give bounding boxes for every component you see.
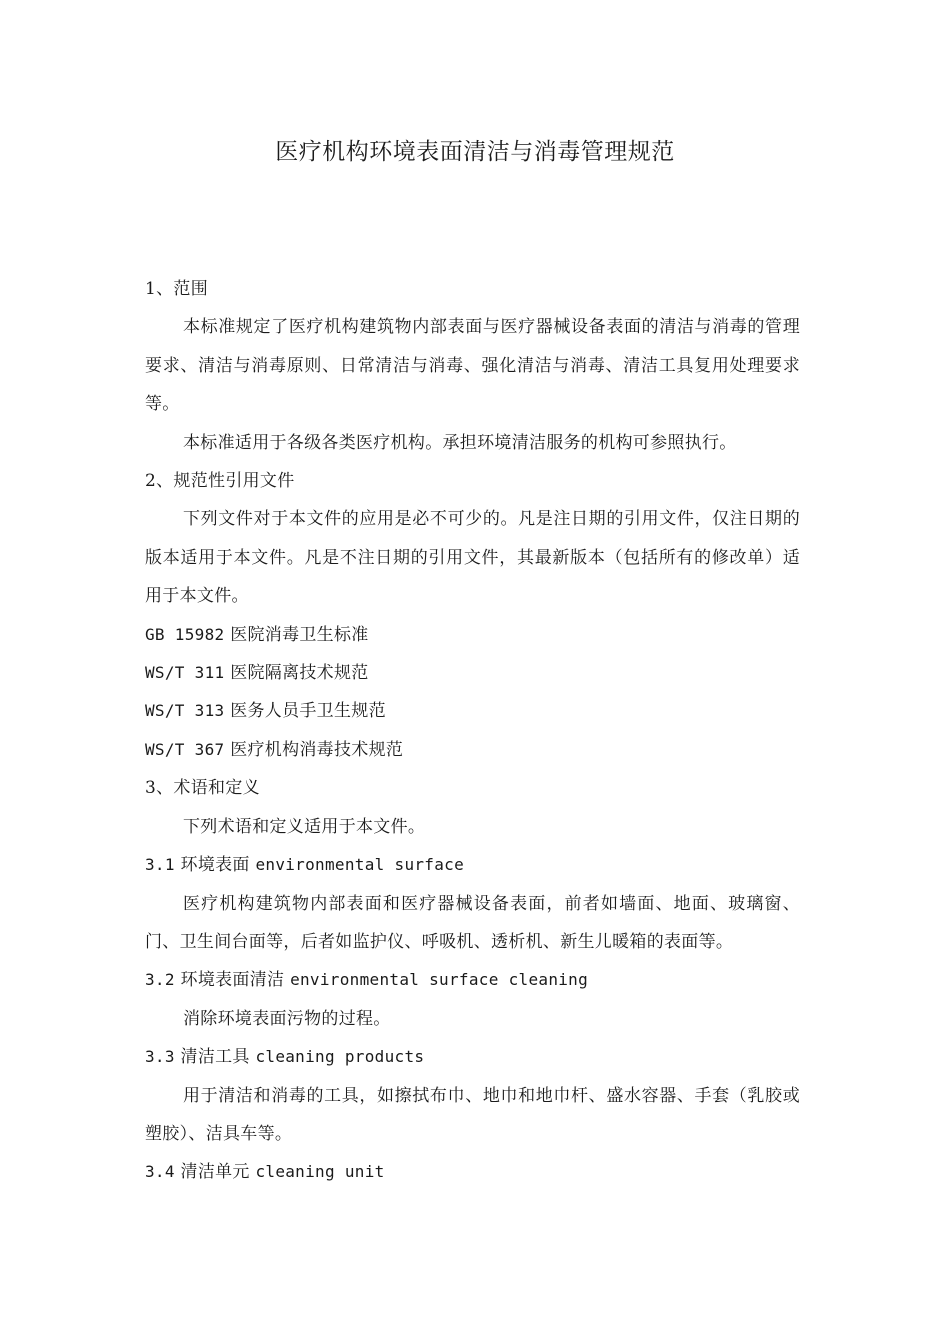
term-heading [145, 961, 800, 999]
term-number: 3.3 [145, 1047, 175, 1067]
reference-item [145, 692, 800, 730]
term-english: cleaning products [255, 1047, 425, 1067]
reference-title: 医院消毒卫生标准 [230, 624, 369, 645]
reference-code: WS/T 367 [145, 739, 225, 759]
term-english: environmental surface [255, 855, 465, 875]
term-heading [145, 1153, 800, 1191]
term-heading [145, 1038, 800, 1076]
section-heading-normative-references: 2、规范性引用文件 [145, 471, 295, 492]
reference-code: GB 15982 [145, 624, 225, 644]
term-heading [145, 846, 800, 884]
document-title: 医疗机构环境表面清洁与消毒管理规范 [275, 139, 675, 165]
term-english: cleaning unit [255, 1162, 385, 1182]
scope-paragraph-1: 本标准规定了医疗机构建筑物内部表面与医疗器械设备表面的清洁与消毒的管理要求、清洁与消毒原则、日常清洁与消毒、强化清洁与消毒、清洁工具复用处理要求等。 [145, 317, 800, 415]
reference-item [145, 616, 800, 654]
terms-intro-paragraph: 下列术语和定义适用于本文件。 [183, 816, 426, 837]
reference-title: 医院隔离技术规范 [230, 663, 369, 684]
reference-code: WS/T 311 [145, 663, 225, 683]
reference-code: WS/T 313 [145, 701, 225, 721]
term-number: 3.1 [145, 855, 175, 875]
reference-title: 医务人员手卫生规范 [230, 701, 386, 722]
term-definition: 用于清洁和消毒的工具，如擦拭布巾、地巾和地巾杆、盛水容器、手套（乳胶或塑胶）、洁具车等。 [145, 1085, 800, 1144]
term-definition: 医疗机构建筑物内部表面和医疗器械设备表面，前者如墙面、地面、玻璃窗、门、卫生间台面等，后者如监护仪、呼吸机、透析机、新生儿暖箱的表面等。 [145, 893, 800, 952]
term-chinese: 环境表面 [180, 855, 250, 876]
document-body [145, 270, 800, 1192]
section-heading-scope: 1、范围 [145, 279, 209, 299]
references-intro-paragraph: 下列文件对于本文件的应用是必不可少的。凡是注日期的引用文件，仅注日期的版本适用于本文件。凡是不注日期的引用文件，其最新版本（包括所有的修改单）适用于本文件。 [145, 509, 800, 607]
term-definition: 消除环境表面污物的过程。 [183, 1008, 391, 1029]
reference-title: 医疗机构消毒技术规范 [230, 739, 404, 760]
section-heading-terms-and-definitions: 3、术语和定义 [145, 778, 260, 799]
term-number: 3.4 [145, 1162, 175, 1182]
term-number: 3.2 [145, 970, 175, 990]
term-chinese: 清洁单元 [180, 1162, 250, 1183]
term-chinese: 清洁工具 [180, 1047, 250, 1068]
reference-item [145, 731, 800, 769]
term-chinese: 环境表面清洁 [180, 970, 285, 991]
term-english: environmental surface cleaning [290, 970, 589, 990]
scope-paragraph-2: 本标准适用于各级各类医疗机构。承担环境清洁服务的机构可参照执行。 [183, 432, 737, 453]
reference-item [145, 654, 800, 692]
